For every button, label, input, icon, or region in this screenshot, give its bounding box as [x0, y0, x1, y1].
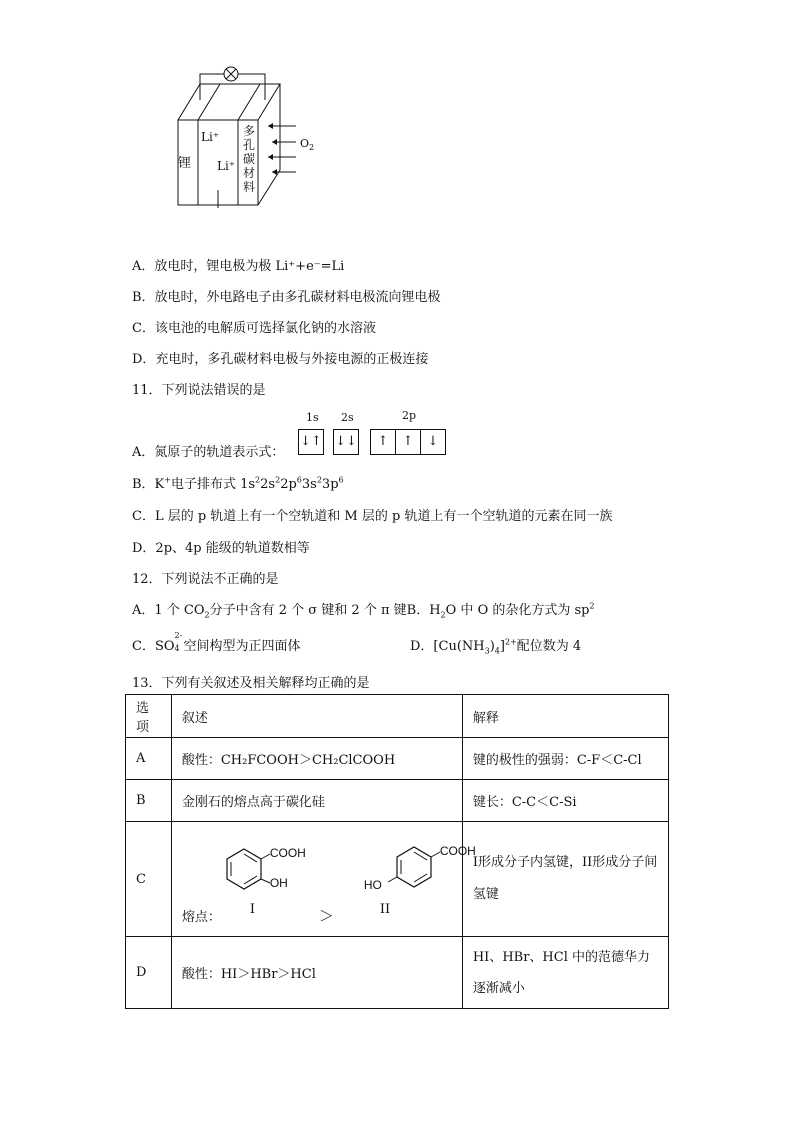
- q12-b-part1: B．H: [406, 603, 441, 618]
- q11-b-cfg: 6: [338, 475, 344, 485]
- q11-b-cfg: 2: [316, 475, 322, 485]
- carbon-char-4: 材: [242, 166, 255, 180]
- q11-option-d: D．2p、4p 能级的轨道数相等: [132, 541, 310, 556]
- orbital-2p-1: ↑: [371, 430, 396, 454]
- q11-b-cfg: 2: [255, 475, 261, 485]
- q12-d-part3: ]: [499, 639, 505, 654]
- carbon-char-3: 碳: [242, 152, 255, 166]
- row-d-statement: 酸性：HI＞HBr＞HCl: [171, 937, 462, 1009]
- oxygen-symbol: O: [300, 137, 310, 150]
- q11-b-cfg: 2p: [280, 477, 297, 492]
- row-b-option: B: [126, 780, 172, 822]
- row-a-explanation: 键的极性的强弱：C-F＜C-Cl: [462, 738, 668, 780]
- q12-options-ab: [132, 599, 595, 620]
- q11-b-cfg: 2: [275, 475, 281, 485]
- header-explanation: 解释: [462, 695, 668, 738]
- header-statement: 叙述: [171, 695, 462, 738]
- compound1-cooh: COOH: [269, 845, 306, 860]
- q11-option-c: C．L 层的 p 轨道上有一个空轨道和 M 层的 p 轨道上有一个空轨道的元素在同一族: [132, 509, 613, 524]
- melting-point-label: 熔点：: [181, 909, 221, 925]
- orbital-box-2p: [370, 429, 446, 455]
- table-row: [126, 738, 669, 780]
- compare-symbol: ＞: [318, 906, 334, 925]
- q10-option-b: B．放电时，外电路电子由多孔碳材料电极流向锂电极: [132, 290, 441, 305]
- q12-d-part4: 配位数为 4: [516, 639, 582, 654]
- q12-a-sub: 2: [204, 610, 210, 620]
- benzene-structures-svg: [182, 827, 452, 932]
- orbital-box-1s: [298, 429, 324, 455]
- q12-title: 12．下列说法不正确的是: [132, 572, 279, 587]
- oxygen-label: [300, 137, 314, 152]
- row-b-explanation: 键长：C-C＜C-Si: [462, 780, 668, 822]
- q11-b-prefix: B．K: [132, 477, 165, 492]
- q12-b-sub: 2: [440, 610, 446, 620]
- li-ion-label-mid: Li⁺: [217, 159, 236, 173]
- q11-option-b: [132, 473, 344, 492]
- q12-d-sub2: 4: [494, 646, 500, 656]
- q12-option-c: [132, 631, 301, 654]
- oxygen-subscript: 2: [309, 143, 315, 153]
- carbon-char-5: 料: [242, 180, 255, 194]
- q10-option-a: A．放电时，锂电极为极 Li⁺+e⁻=Li: [132, 259, 345, 274]
- q12-d-sup: 2+: [504, 637, 517, 647]
- q12-option-d: [410, 635, 581, 656]
- compound2-label: II: [379, 901, 391, 917]
- li-ion-label-top: Li⁺: [201, 130, 220, 144]
- q10-option-d: D．充电时，多孔碳材料电极与外接电源的正极连接: [132, 352, 429, 367]
- q12-b-part2: O 中 O 的杂化方式为 sp: [445, 603, 590, 618]
- orbital-2p-3: ↓: [427, 434, 439, 449]
- row-d-explanation: HI、HBr、HCl 中的范德华力逐渐减小: [462, 937, 668, 1009]
- row-a-option: A: [126, 738, 172, 780]
- orbital-2p-2: ↑: [396, 430, 421, 454]
- carbon-char-1: 多: [242, 124, 255, 138]
- compound1-oh: OH: [269, 875, 288, 890]
- q11-b-cfg: 3p: [321, 477, 339, 492]
- q11-b-sup: +: [164, 475, 171, 485]
- carbon-char-2: 孔: [242, 138, 255, 152]
- q12-c-sub: 4: [174, 644, 180, 653]
- carbon-material-label: [242, 124, 256, 194]
- q11-b-cfg: 2s: [260, 477, 276, 492]
- q12-c-charge: [174, 631, 184, 653]
- q10-option-c: C．该电池的电解质可选择氯化钠的水溶液: [132, 321, 376, 336]
- table-row: [126, 822, 669, 937]
- row-d-option: D: [126, 937, 172, 1009]
- q11-b-cfg: 6: [296, 475, 302, 485]
- orbital-label-1s: 1s: [306, 411, 319, 424]
- compound2-ho: HO: [363, 877, 382, 892]
- row-c-explanation: I形成分子内氢键，II形成分子间氢键: [462, 822, 668, 937]
- row-b-statement: 金刚石的熔点高于碳化硅: [171, 780, 462, 822]
- q12-b-sup: 2: [589, 601, 595, 611]
- q13-table: [125, 694, 669, 1009]
- q13-title: 13．下列有关叙述及相关解释均正确的是: [132, 676, 370, 691]
- q11-b-text: 电子排布式 1s: [170, 477, 256, 492]
- compound1-label: I: [249, 901, 255, 917]
- q12-c-text: 空间构型为正四面体: [183, 639, 301, 654]
- row-c-statement: [171, 822, 476, 937]
- orbital-1s-arrows: ↓↑: [300, 434, 322, 449]
- table-row: [126, 937, 669, 1009]
- q12-d-part1: D．[Cu(NH: [410, 639, 485, 654]
- q12-d-part2: ): [489, 639, 495, 654]
- orbital-label-2p: 2p: [402, 409, 417, 422]
- q12-d-sub: 3: [484, 646, 490, 656]
- q12-c-prefix: C．SO: [132, 639, 175, 654]
- q12-c-sup: 2-: [174, 631, 183, 640]
- structures-container: [181, 827, 476, 932]
- lithium-label: 锂: [178, 156, 192, 171]
- header-option: 选项: [126, 695, 172, 738]
- q11-b-cfg: 3s: [301, 477, 317, 492]
- compound2-cooh: COOH: [439, 843, 476, 858]
- orbital-2s-arrows: ↓↓: [335, 434, 357, 449]
- orbital-label-2s: 2s: [341, 411, 354, 424]
- row-a-statement: 酸性：CH₂FCOOH＞CH₂ClCOOH: [171, 738, 462, 780]
- orbital-box-2s: [333, 429, 359, 455]
- q11-option-a: A．氮原子的轨道表示式：: [132, 445, 285, 460]
- q12-a-part1: A．1 个 CO: [132, 603, 205, 618]
- q11-title: 11．下列说法错误的是: [132, 383, 266, 398]
- table-row: [126, 780, 669, 822]
- q12-a-part2: 分子中含有 2 个 σ 键和 2 个 π 键: [209, 603, 407, 618]
- table-header-row: [126, 695, 669, 738]
- row-c-option: C: [126, 822, 172, 937]
